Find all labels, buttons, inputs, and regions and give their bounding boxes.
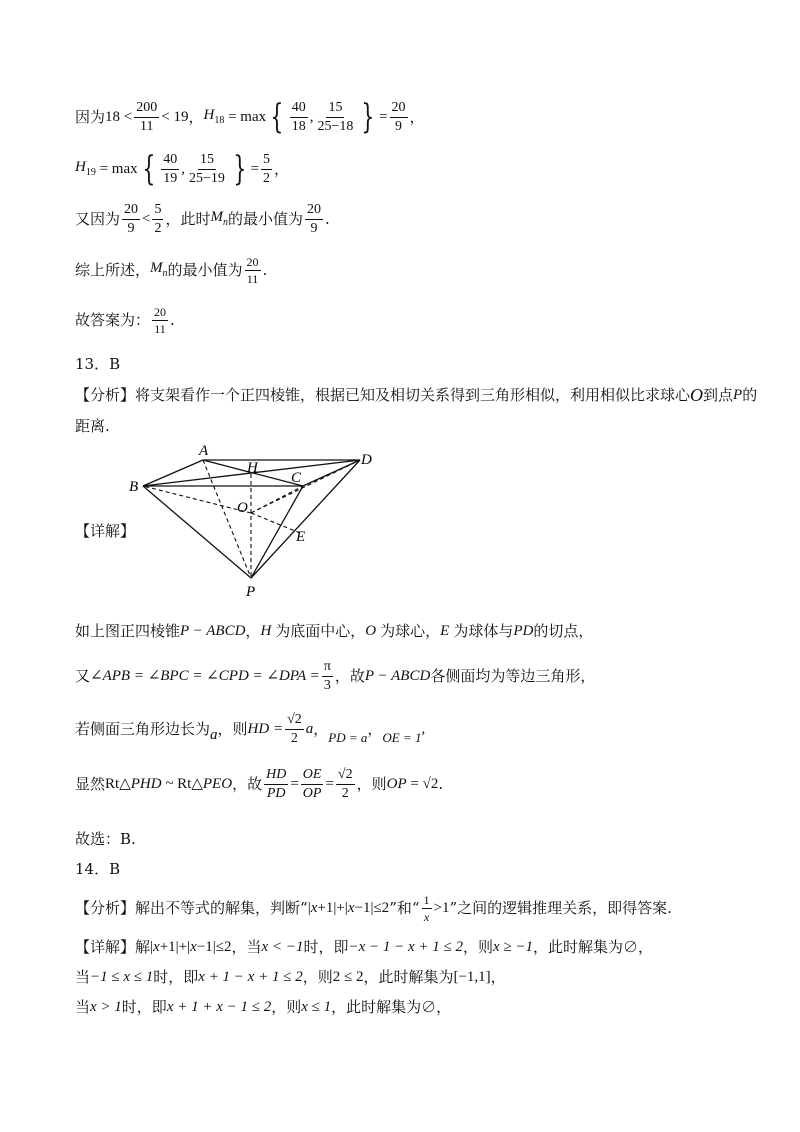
text: 当 [75, 968, 91, 986]
label-B: B [129, 479, 139, 495]
fraction: $\frac{40}{18}$ [291, 99, 306, 134]
line-h19: $H_{19}$ = max { $\frac{40}{19}$ , $\frac{15}{25-19}$ } = $\frac{5}{2}$ ， [75, 149, 290, 189]
detail-14-line-3: 当 x > 1 时，即 x + 1 + x − 1 ≤ 2 ，则 x ≤ 1 ，此时解集为∅， [75, 998, 452, 1016]
fraction: $\frac{20}{9}$ [307, 201, 322, 236]
line-summary [75, 250, 267, 290]
text: 14．B [75, 860, 121, 878]
label-P: P [246, 584, 256, 598]
brace: } [361, 97, 375, 137]
analysis-13: 【分析】 将支架看作一个正四棱锥，根据已知及相切关系得到三角形相似，利用相似比求球心 O 到点 P 的 [75, 385, 758, 405]
math: $H_{19}$ [75, 159, 96, 178]
line-h18: 因为 18 < $\frac{200}{11}$ < 19 ， $H_{18}$ = max { $\frac{40}{18}$ , $\frac{15}{25-18}$ } = $\frac{20}{9}$ ， [75, 97, 425, 137]
math: $M_n$ [150, 260, 168, 279]
fraction: $\frac{15}{25-18}$ [317, 99, 354, 134]
tag: 【详解】 [75, 938, 136, 956]
math: = max [224, 108, 267, 125]
fraction: $\frac{5}{2}$ [263, 151, 271, 186]
text: ，此时解集为∅， [533, 938, 654, 956]
text: 距离. [75, 417, 110, 435]
text: 各侧面均为等边三角形， [430, 666, 596, 685]
line-compare: 又因为 $\frac{20}{9}$ < $\frac{5}{2}$ ，此时 $M_n$ 的最小值为 $\frac{20}{9}$ . [75, 201, 330, 236]
solution-line-4: 显然 Rt△ PHD ~ Rt△ PEO ，故 $\frac{HD}{PD}$ = $\frac{OE}{OP}$ = $\frac{√2}{2}$ ，则 OP = √2 . [75, 766, 444, 801]
text: . [170, 310, 175, 329]
label-E: E [296, 529, 306, 545]
text: 时，即 [121, 998, 167, 1016]
solution-line-5 [75, 832, 136, 847]
text: . [438, 774, 444, 793]
text: ， [245, 622, 261, 640]
fraction: $\frac{\pi}{3}$ [323, 658, 331, 693]
text: ， [490, 968, 506, 986]
text: ，故 [334, 666, 365, 685]
text: ，此时 [165, 209, 211, 228]
fraction: $\frac{20}{9}$ [391, 99, 406, 134]
fraction: $\frac{15}{25-19}$ [189, 151, 225, 186]
question-13-number [75, 357, 120, 372]
text: ，故 [232, 774, 263, 793]
text: ，此时解集为 [363, 968, 454, 986]
math: 18 < [105, 108, 133, 125]
solution-line-3: 若侧面三角形边长为 a ，则 HD = $\frac{√2}{2}$ a ， PD = a ， OE = 1 , [75, 711, 426, 746]
text: 的最小值为 [228, 209, 304, 228]
brace: { [141, 149, 155, 189]
text: 时，即 [303, 938, 349, 956]
math: = max [95, 160, 138, 177]
text: 解 [135, 938, 151, 956]
fraction: $\frac{1}{x}$ [423, 892, 430, 924]
detail-13-tag [75, 524, 135, 539]
label-O: O [237, 500, 248, 516]
tag: 【详解】 [75, 522, 136, 540]
brace: } [233, 149, 247, 189]
tag: 【分析】 [75, 898, 136, 917]
text: 的切点， [533, 622, 594, 640]
fraction: $\frac{20}{11}$ [246, 254, 259, 286]
text: 又因为 [75, 209, 121, 228]
text: ，则 [463, 938, 494, 956]
math: < 19 [161, 108, 189, 125]
text: ，则 [217, 719, 248, 738]
text: ”和“ [389, 898, 420, 917]
fraction: $\frac{20}{9}$ [124, 201, 139, 236]
math: $H_{18}$ [203, 107, 225, 126]
text: 到点 [703, 385, 734, 404]
fraction: $\frac{200}{11}$ [136, 99, 158, 134]
text: ”之间的逻辑推理关系，即得答案. [449, 898, 672, 917]
label-A: A [199, 443, 209, 459]
text: 若侧面三角形边长为 [75, 719, 211, 738]
text: 13．B [75, 355, 121, 373]
text: 如上图正四棱锥 [75, 622, 181, 640]
text: . [325, 209, 330, 228]
text: ， [274, 159, 290, 178]
fraction: $\frac{HD}{PD}$ [266, 766, 287, 801]
text: 为球体与 [453, 622, 514, 640]
label-H: H [247, 460, 258, 476]
text: 的 [742, 385, 758, 404]
text: ，则 [271, 998, 302, 1016]
fraction: $\frac{20}{11}$ [154, 304, 167, 336]
question-14-number [75, 862, 120, 877]
tag: 【分析】 [75, 385, 136, 404]
line-answer [75, 300, 175, 340]
detail-14-line-2: 当 −1 ≤ x ≤ 1 时，即 x + 1 − x + 1 ≤ 2 ，则 2 ≤ 2 ，此时解集为 [−1,1] ， [75, 968, 506, 986]
text: 的最小值为 [167, 260, 243, 279]
text: 为底面中心， [275, 622, 366, 640]
text: 故选：B. [75, 830, 136, 848]
analysis-14: 【分析】 解出不等式的解集，判断“ | x +1|+| x −1|≤2 ”和“ $\frac{1}{x}$ >1 ”之间的逻辑推理关系，即得答案. [75, 892, 672, 924]
text: ，当 [231, 938, 262, 956]
math: $M_n$ [210, 209, 228, 228]
solution-line-2: 又 ∠APB = ∠BPC = ∠CPD = ∠DPA = $\frac{\pi}{3}$ ，故 P − ABCD 各侧面均为等边三角形， [75, 658, 596, 693]
text: 综上所述， [75, 260, 151, 279]
pyramid-figure [125, 438, 385, 598]
fraction: $\frac{5}{2}$ [154, 201, 162, 236]
fraction: $\frac{40}{19}$ [163, 151, 178, 186]
text: ，则 [356, 774, 387, 793]
text: 时，即 [153, 968, 199, 986]
fraction: $\frac{√2}{2}$ [337, 766, 353, 801]
text: 故答案为： [75, 310, 151, 329]
text: ， [313, 719, 329, 738]
analysis-13-cont [75, 419, 110, 434]
text: ，则 [302, 968, 333, 986]
label-D: D [361, 452, 372, 468]
detail-14-line-1: 【详解】 解 | x +1|+| x −1|≤2 ，当 x < −1 时，即 −x − 1 − x + 1 ≤ 2 ，则 x ≥ −1 ，此时解集为∅， [75, 938, 654, 956]
solution-line-1: 如上图正四棱锥 P − ABCD ， H 为底面中心， O 为球心， E 为球体与 PD 的切点， [75, 622, 594, 640]
text: ， [188, 107, 204, 126]
fraction: $\frac{√2}{2}$ [287, 711, 302, 746]
text: ，此时解集为∅， [331, 998, 452, 1016]
fraction: $\frac{OE}{OP}$ [302, 766, 322, 801]
label-C: C [291, 470, 302, 486]
text: 又 [75, 666, 91, 685]
brace: { [270, 97, 284, 137]
text: 当 [75, 998, 91, 1016]
text: 将支架看作一个正四棱锥，根据已知及相切关系得到三角形相似，利用相似比求球心 [135, 385, 691, 404]
text: ， [409, 107, 425, 126]
text: 因为 [75, 107, 106, 126]
text: 为球心， [380, 622, 441, 640]
text: . [262, 260, 268, 279]
text: ， [367, 719, 383, 738]
text: 解出不等式的解集，判断“ [135, 898, 308, 917]
text: 显然 [75, 774, 106, 793]
